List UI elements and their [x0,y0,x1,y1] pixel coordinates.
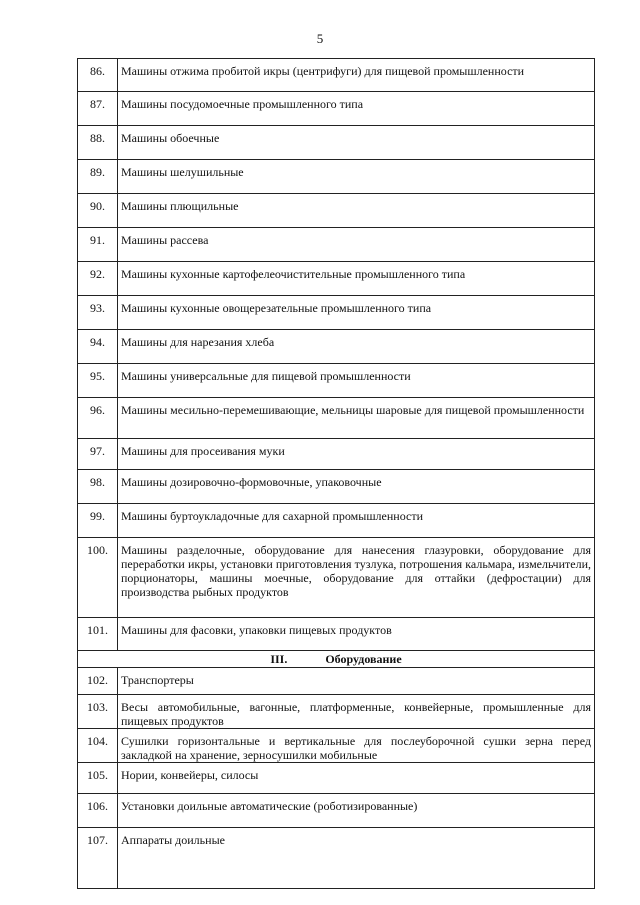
row-description: Машины дозировочно-формовочные, упаковочные [118,470,595,504]
row-number: 92. [78,262,118,296]
table-row [78,439,595,470]
table-row [78,194,595,228]
row-description: Весы автомобильные, вагонные, платформенные, конвейерные, промышленные для пищевых продуктов [118,695,595,729]
row-number: 93. [78,296,118,330]
table-row [78,668,595,695]
row-description: Машины обоечные [118,126,595,160]
section-title: Оборудование [325,652,402,666]
row-number: 90. [78,194,118,228]
row-number: 101. [78,618,118,651]
row-number: 100. [78,538,118,618]
row-description: Машины шелушильные [118,160,595,194]
table-row [78,364,595,398]
table-row [78,126,595,160]
table-row [78,504,595,538]
row-description: Машины отжима пробитой икры (центрифуги) для пищевой промышленности [118,59,595,92]
row-description: Машины буртоукладочные для сахарной промышленности [118,504,595,538]
section-number: III. [270,652,288,666]
row-description: Машины универсальные для пищевой промышленности [118,364,595,398]
table-row [78,398,595,439]
row-description: Машины рассева [118,228,595,262]
section-heading-row [78,651,595,668]
table-row [78,794,595,828]
row-number: 105. [78,763,118,794]
row-number: 96. [78,398,118,439]
table-row [78,729,595,763]
table-row [78,92,595,126]
page-number: 5 [316,31,324,46]
row-description: Транспортеры [118,668,595,695]
row-description: Машины для фасовки, упаковки пищевых продуктов [118,618,595,651]
section-heading [78,651,595,668]
row-number: 98. [78,470,118,504]
row-description: Установки доильные автоматические (роботизированные) [118,794,595,828]
row-number: 102. [78,668,118,695]
row-number: 106. [78,794,118,828]
row-description: Машины разделочные, оборудование для нанесения глазуровки, оборудование для переработки икры, установки приготовления тузлука, потрошения кальмара, измельчители, порционаторы, машины моечные, оборудование для оттайки (дефростации) для производства рыбных продуктов [118,538,595,618]
row-description: Машины кухонные картофелеочистительные промышленного типа [118,262,595,296]
row-number: 103. [78,695,118,729]
table-row [78,228,595,262]
table-row [78,262,595,296]
row-description: Нории, конвейеры, силосы [118,763,595,794]
row-number: 87. [78,92,118,126]
row-number: 88. [78,126,118,160]
table-row [78,470,595,504]
row-number: 104. [78,729,118,763]
row-description: Машины посудомоечные промышленного типа [118,92,595,126]
equipment-table [77,58,595,889]
table-row [78,828,595,889]
row-description: Машины для просеивания муки [118,439,595,470]
row-number: 86. [78,59,118,92]
table-row [78,59,595,92]
table-row [78,296,595,330]
table-row [78,538,595,618]
table-row [78,160,595,194]
row-description: Сушилки горизонтальные и вертикальные для послеуборочной сушки зерна перед закладкой на хранение, зерносушилки мобильные [118,729,595,763]
row-description: Машины кухонные овощерезательные промышленного типа [118,296,595,330]
row-number: 95. [78,364,118,398]
row-number: 94. [78,330,118,364]
table-row [78,695,595,729]
row-description: Машины месильно-перемешивающие, мельницы шаровые для пищевой промышленности [118,398,595,439]
row-number: 91. [78,228,118,262]
row-description: Аппараты доильные [118,828,595,889]
row-number: 89. [78,160,118,194]
table-row [78,330,595,364]
row-description: Машины для нарезания хлеба [118,330,595,364]
row-number: 99. [78,504,118,538]
row-number: 107. [78,828,118,889]
table-row [78,618,595,651]
row-number: 97. [78,439,118,470]
row-description: Машины плющильные [118,194,595,228]
table-row [78,763,595,794]
